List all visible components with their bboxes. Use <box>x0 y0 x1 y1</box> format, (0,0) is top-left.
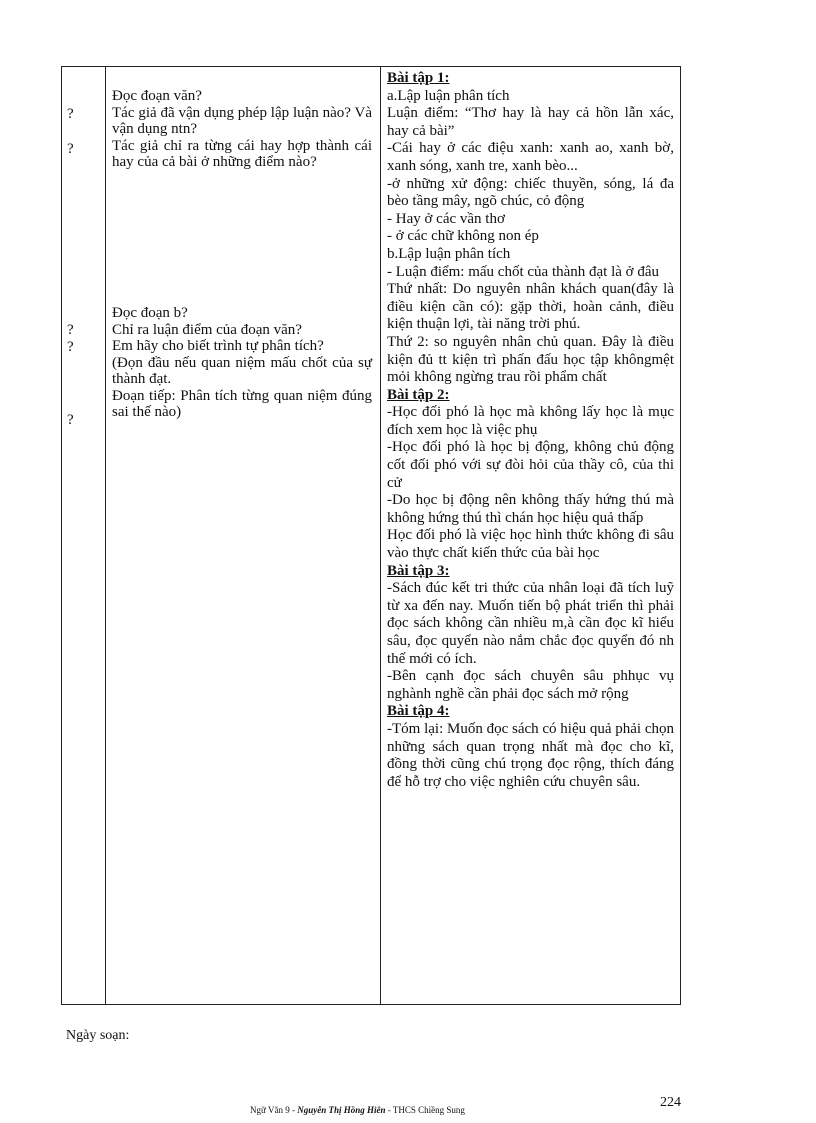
question-mark: ? <box>67 322 74 338</box>
exercise-4-heading: Bài tập 4: <box>387 703 450 720</box>
exercise-2-heading: Bài tập 2: <box>387 386 450 403</box>
answer-line: -Do học bị động nên không thấy hứng thú mà không hứng thú thì chán học hiệu quả thấp <box>387 492 674 526</box>
question-mark: ? <box>67 339 74 355</box>
answer-line: -Bên cạnh đọc sách chuyên sâu phhục vụ nghành nghề cần phải đọc sách mở rộng <box>387 668 674 702</box>
answer-line: b.Lập luận phân tích <box>387 245 511 262</box>
column-divider-left <box>105 67 106 1004</box>
question-line: Em hãy cho biết trình tự phân tích? <box>112 338 324 354</box>
question-line: Đọc đoạn văn? <box>112 88 202 104</box>
answer-line: -Học đối phó là học bị động, không chủ động cốt đối phó với sự đòi hỏi của thầy cô, của thi cử <box>387 439 674 491</box>
question-line: Đọc đoạn b? <box>112 305 188 321</box>
answer-line: Luận điểm: “Thơ hay là hay cả hồn lẫn xác, hay cả bài” <box>387 105 674 139</box>
answer-line: -Cái hay ở các điệu xanh: xanh ao, xanh bờ, xanh sóng, xanh tre, xanh bèo... <box>387 140 674 174</box>
question-line: Tác giả đã vận dụng phép lập luận nào? Và vận dụng ntn? <box>112 104 372 137</box>
answer-line: Học đối phó là việc học hình thức không đi sâu vào thực chất kiến thức của bài học <box>387 527 674 562</box>
answer-line: - Hay ở các vần thơ <box>387 210 505 227</box>
footer-subject: Ngữ Văn 9 - <box>250 1105 298 1115</box>
page-number: 224 <box>660 1095 681 1110</box>
question-line: (Đọn đầu nếu quan niệm mấu chốt của sự thành đạt. <box>112 354 372 387</box>
answer-line: - Luận điểm: mấu chốt của thành đạt là ở đâu <box>387 263 660 280</box>
question-mark: ? <box>67 141 74 157</box>
lesson-table <box>61 66 681 1005</box>
answer-line: Thứ nhất: Do nguyên nhân khách quan(đây là điều kiện cần có): gặp thời, hoàn cảnh, điều kiện thuận lợi, tài năng trời phú. <box>387 281 674 333</box>
question-line: Đoạn tiếp: Phân tích từng quan niệm đúng sai thế nào) <box>112 387 372 420</box>
answer-line: Thứ 2: so nguyên nhân chủ quan. Đây là điều kiện đủ tt kiện trì phấn đấu học tập khôngmệt mỏi không ngừng trau rồi phẩm chất <box>387 333 674 386</box>
answer-line: -ở những xử động: chiếc thuyền, sóng, lá đa bèo tầng mây, ngõ chúc, cỏ động <box>387 175 674 210</box>
answer-line: -Sách đúc kết tri thức của nhân loại đã tích luỹ từ xa đến nay. Muốn tiến bộ phát triển thì phải đọc sách không cần nhiều m,à cần đọc kĩ hiểu sâu, đọc quyển nào nắm chắc đọc quyển đó nh thế mới có ích. <box>387 580 674 667</box>
answer-line: -Học đối phó là học mà không lấy học là mục đích xem học là việc phụ <box>387 404 674 438</box>
exercise-3-heading: Bài tập 3: <box>387 562 450 579</box>
teacher-questions-part-a <box>112 88 372 171</box>
answer-line: - ở các chữ không non ép <box>387 228 539 245</box>
answer-line: -Tóm lại: Muốn đọc sách có hiệu quả phải chọn những sách quan trọng nhất mà đọc cho kĩ, đồng thời cũng chú trọng đọc rộng, thích đáng để hỗ trợ cho việc nghiên cứu chuyên sâu. <box>387 720 675 790</box>
column-divider-right <box>380 67 381 1004</box>
page-footer <box>250 1105 465 1115</box>
question-mark: ? <box>67 412 74 428</box>
exercise-1-heading: Bài tập 1: <box>387 70 450 86</box>
exercise-answers <box>387 70 674 791</box>
footer-author: Nguyễn Thị Hồng Hiên <box>297 1105 386 1115</box>
answer-line: a.Lập luận phân tích <box>387 87 510 104</box>
teacher-questions-part-b <box>112 305 372 421</box>
question-line: Tác giả chỉ ra từng cái hay hợp thành cái hay của cả bài ở những điểm nào? <box>112 137 372 170</box>
footer-school: - THCS Chiềng Sung <box>385 1105 465 1115</box>
question-mark: ? <box>67 106 74 122</box>
preparation-date-label: Ngày soạn: <box>66 1028 130 1043</box>
question-line: Chỉ ra luận điểm của đoạn văn? <box>112 321 302 338</box>
